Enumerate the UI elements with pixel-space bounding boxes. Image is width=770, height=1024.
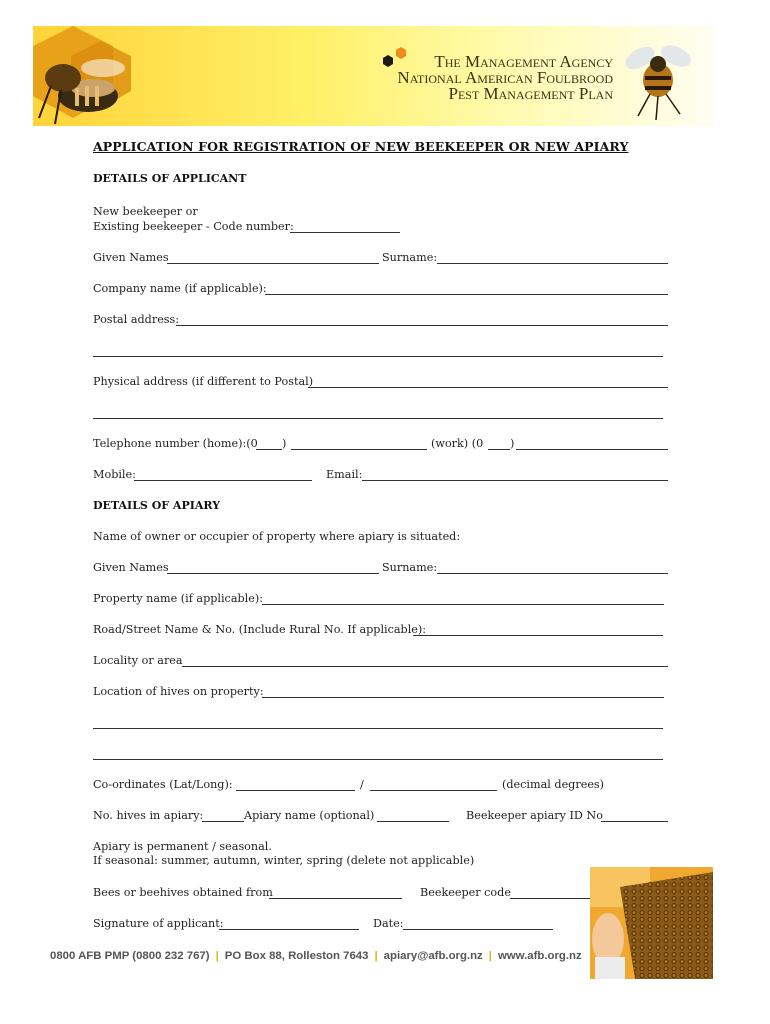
postal-address-label: Postal address: [93,313,180,326]
telephone-work-label: (work) (0 [431,437,484,450]
footer-website[interactable]: www.afb.org.nz [497,950,582,962]
telephone-home-close: ) [282,437,287,450]
bees-obtained-label: Bees or beehives obtained from [93,886,273,899]
owner-given-names-label: Given Names [93,561,169,574]
existing-beekeeper-label: Existing beekeeper - Code number: [93,220,294,233]
applicant-heading: DETAILS OF APPLICANT [93,172,247,185]
email-label: Email: [326,468,363,481]
agency-name [373,54,613,102]
signature-label: Signature of applicant: [93,917,224,930]
apiary-id-label: Beekeeper apiary ID No [466,809,603,822]
agency-line-3: Pest Management Plan [448,84,613,103]
apiary-heading: DETAILS OF APIARY [93,499,221,512]
hive-location-field[interactable] [262,697,664,698]
telephone-work-close: ) [510,437,515,450]
header-banner [33,26,713,126]
agency-line-1: The Management Agency [434,52,613,71]
latitude-field[interactable] [236,790,355,791]
seasonal-options-text: If seasonal: summer, autumn, winter, spring (delete not applicable) [93,854,475,867]
code-number-field[interactable] [290,232,400,233]
hive-location-field-3[interactable] [93,759,663,760]
owner-intro-text: Name of owner or occupier of property where apiary is situated: [93,530,461,543]
bee-illustration-left [33,26,143,126]
company-name-label: Company name (if applicable): [93,282,267,295]
coordinates-slash: / [360,778,364,791]
mobile-field[interactable] [134,480,312,481]
email-field[interactable] [362,480,668,481]
home-phone-field[interactable] [291,449,427,450]
decimal-degrees-label: (decimal degrees) [502,778,605,791]
form-title: APPLICATION FOR REGISTRATION OF NEW BEEKEEPER OR NEW APIARY [93,139,629,154]
work-phone-field[interactable] [516,449,668,450]
bees-obtained-field[interactable] [269,898,402,899]
home-area-code-field[interactable] [256,449,282,450]
date-label: Date: [373,917,404,930]
property-name-field[interactable] [262,604,664,605]
honeycomb-photo [590,867,713,979]
footer-phone: 0800 AFB PMP (0800 232 767) [50,950,210,962]
telephone-home-label: Telephone number (home):(0 [93,437,258,450]
date-field[interactable] [403,929,553,930]
surname-label: Surname: [382,251,438,264]
apiary-id-field[interactable] [601,821,668,822]
company-name-field[interactable] [265,294,668,295]
owner-surname-field[interactable] [437,573,668,574]
surname-field[interactable] [437,263,668,264]
owner-given-names-field[interactable] [167,573,379,574]
coordinates-label: Co-ordinates (Lat/Long): [93,778,233,791]
hive-count-field[interactable] [202,821,244,822]
longitude-field[interactable] [370,790,497,791]
footer-po-box: PO Box 88, Rolleston 7643 [224,950,369,962]
beekeeper-code-label: Beekeeper code [420,886,511,899]
hive-location-label: Location of hives on property: [93,685,264,698]
postal-address-field-2[interactable] [93,356,663,357]
physical-address-label: Physical address (if different to Postal) [93,375,314,388]
bee-illustration-right [618,36,698,121]
postal-address-field[interactable] [176,325,668,326]
apiary-name-field[interactable] [377,821,449,822]
owner-surname-label: Surname: [382,561,438,574]
footer-separator: | [488,950,492,962]
permanent-seasonal-text: Apiary is permanent / seasonal. [93,840,272,853]
locality-label: Locality or area [93,654,183,667]
physical-address-field[interactable] [308,387,668,388]
new-beekeeper-label: New beekeeper or [93,205,198,218]
footer-separator: | [215,950,219,962]
road-name-field[interactable] [413,635,663,636]
signature-field[interactable] [219,929,359,930]
given-names-field[interactable] [167,263,379,264]
footer-contact [50,950,582,962]
work-area-code-field[interactable] [488,449,510,450]
property-name-label: Property name (if applicable): [93,592,263,605]
hive-count-label: No. hives in apiary: [93,809,204,822]
agency-line-2: National American Foulbrood [397,68,613,87]
locality-field[interactable] [182,666,668,667]
road-name-label: Road/Street Name & No. (Include Rural No. If applicable): [93,623,427,636]
mobile-label: Mobile: [93,468,136,481]
footer-separator: | [374,950,378,962]
hive-location-field-2[interactable] [93,728,663,729]
apiary-name-label: Apiary name (optional) [244,809,375,822]
footer-email[interactable]: apiary@afb.org.nz [383,950,483,962]
given-names-label: Given Names [93,251,169,264]
physical-address-field-2[interactable] [93,418,663,419]
